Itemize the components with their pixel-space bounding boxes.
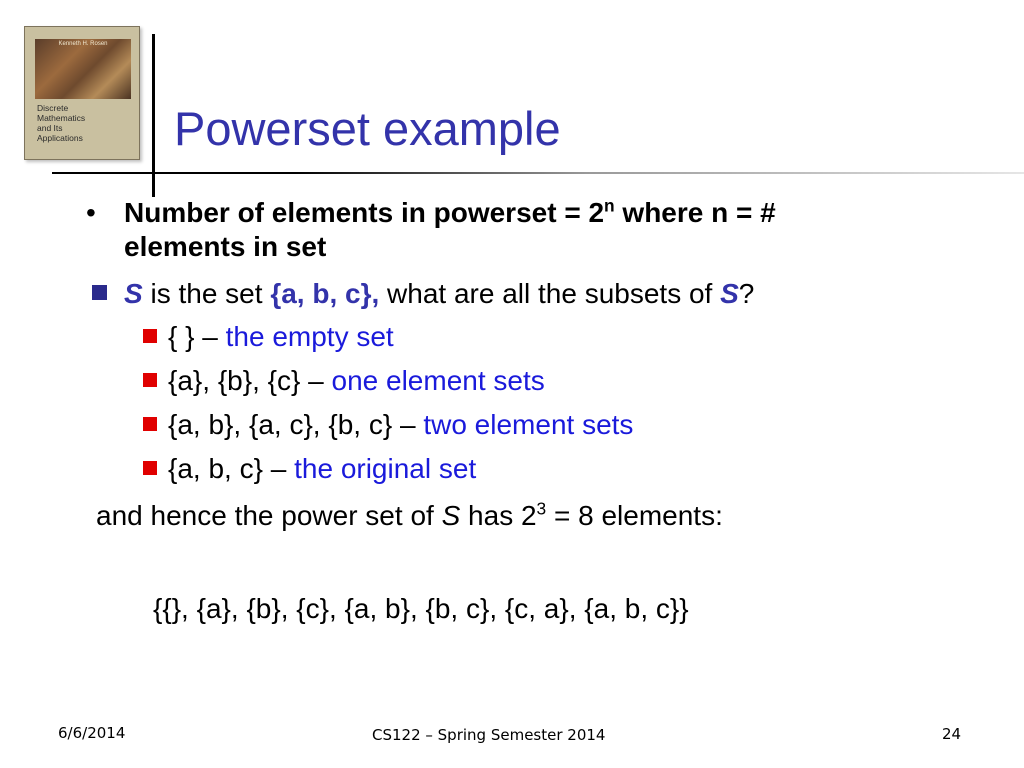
slide-title: Powerset example xyxy=(174,102,561,155)
sub-bullet-original-set: {a, b, c} – the original set xyxy=(168,453,477,484)
sub-bullet-square xyxy=(143,461,157,475)
book-cover-image xyxy=(24,26,140,160)
footer-course: CS122 – Spring Semester 2014 xyxy=(372,726,606,744)
sub-bullet-square xyxy=(143,373,157,387)
title-underline xyxy=(52,172,1024,174)
bullet-powerset-size-line2: elements in set xyxy=(124,231,327,262)
footer-page-number: 24 xyxy=(942,725,962,743)
bullet-dot: • xyxy=(86,197,96,228)
powerset-listing: {{}, {a}, {b}, {c}, {a, b}, {b, c}, {c, a}, {a, b, c}} xyxy=(153,593,689,624)
book-title: Discrete Mathematics and Its Applications xyxy=(37,103,86,143)
sub-bullet-two-element: {a, b}, {a, c}, {b, c} – two element sets xyxy=(168,409,634,440)
sub-bullet-square xyxy=(143,329,157,343)
sub-bullet-empty-set: { } – the empty set xyxy=(168,321,394,352)
book-author: Kenneth H. Rosen xyxy=(58,41,108,47)
bullet-powerset-size-line1: Number of elements in powerset = $2^n$ where n = # xyxy=(124,195,776,228)
powerset-conclusion: and hence the power set of S has $2^3 = 8$ elements: xyxy=(96,498,723,531)
bullet-subsets-question: S is the set {a, b, c}, what are all the subsets of S? xyxy=(124,278,755,309)
book-cover-art xyxy=(35,39,131,99)
square-bullet xyxy=(92,285,107,300)
footer-date: 6/6/2014 xyxy=(58,724,126,742)
sub-bullet-one-element: {a}, {b}, {c} – one element sets xyxy=(168,365,545,396)
sub-bullet-square xyxy=(143,417,157,431)
